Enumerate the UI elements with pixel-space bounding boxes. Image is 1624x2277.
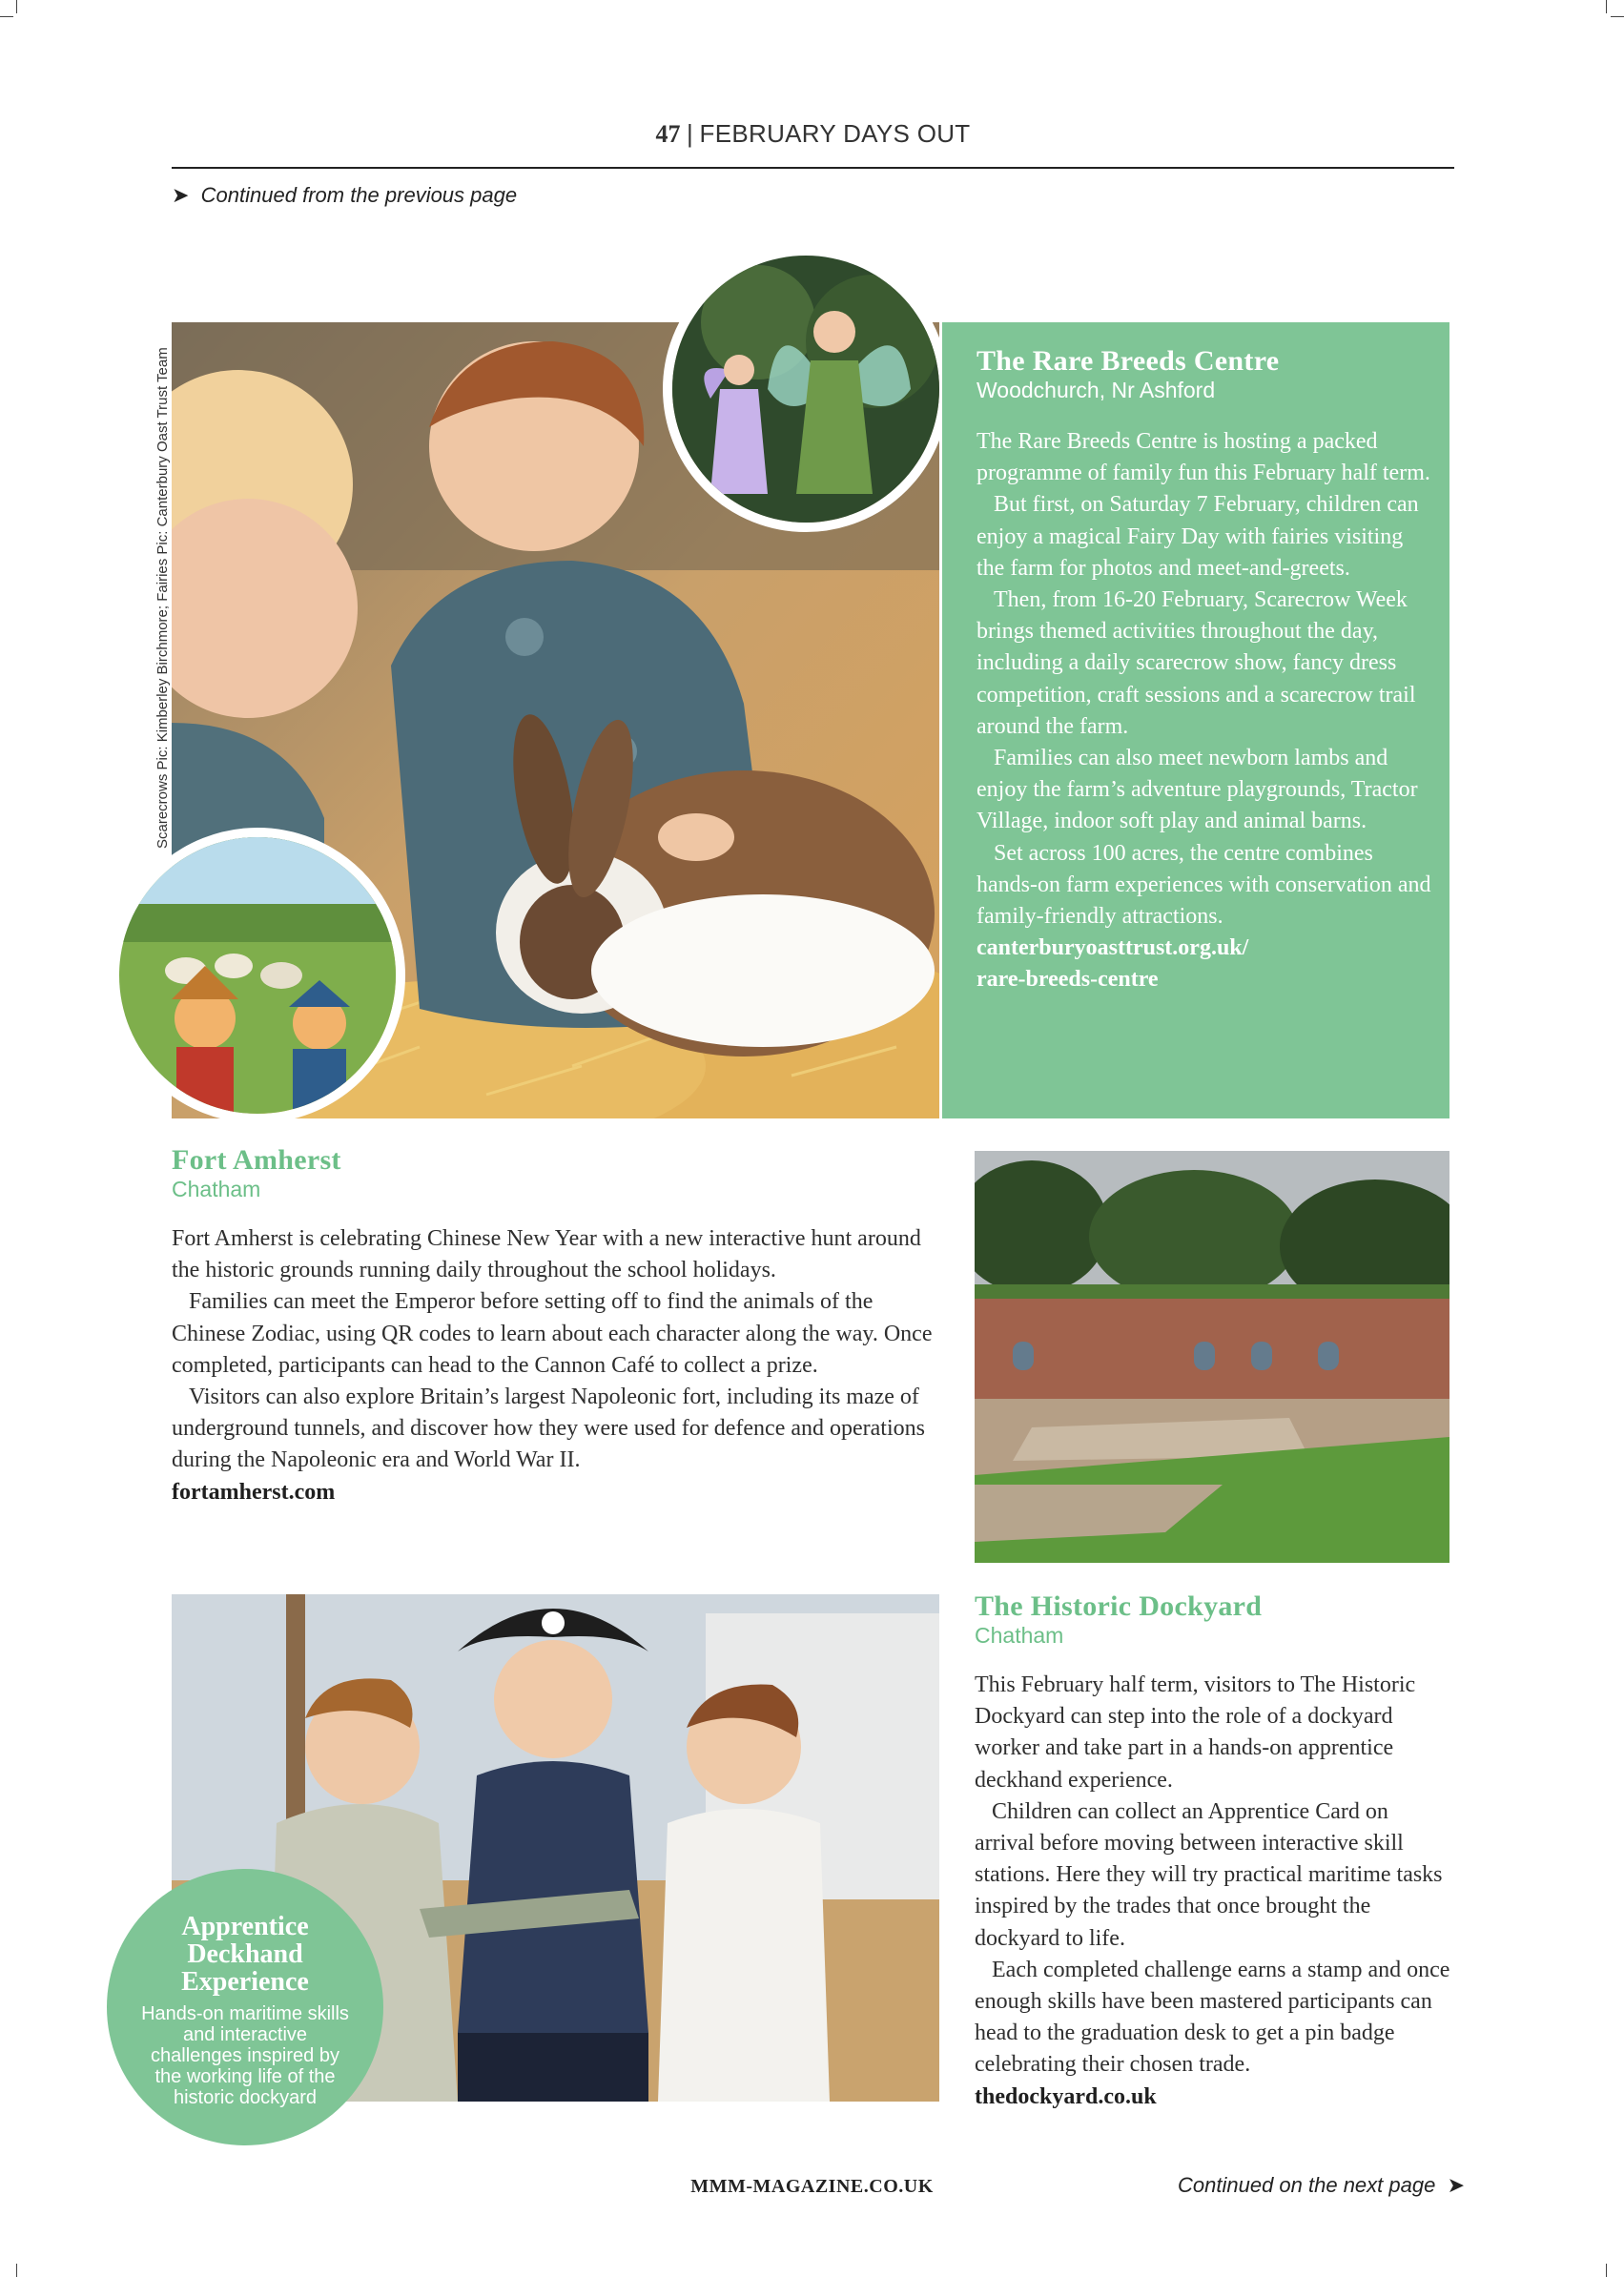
dockyard-location: Chatham bbox=[975, 1623, 1064, 1648]
footer-site[interactable]: MMM-MAGAZINE.CO.UK bbox=[690, 2176, 934, 2197]
page-number: 47 bbox=[655, 120, 681, 148]
fort-amherst-title: Fort Amherst bbox=[172, 1144, 341, 1176]
fairies-illustration bbox=[672, 256, 939, 523]
crop-mark-bottom-right bbox=[1606, 2264, 1607, 2277]
crop-mark-bottom-left bbox=[16, 2264, 17, 2277]
fort-illustration bbox=[975, 1151, 1449, 1563]
fort-photo bbox=[975, 1151, 1449, 1563]
fort-amherst-location: Chatham bbox=[172, 1177, 261, 1201]
rare-breeds-location: Woodchurch, Nr Ashford bbox=[976, 378, 1216, 402]
callout-body: Hands-on maritime skills and interactive challenges inspired by the working life of the historic dockyard bbox=[141, 2003, 349, 2108]
page-header bbox=[172, 119, 1454, 149]
crop-mark-top-right bbox=[1606, 0, 1607, 13]
header-separator: | bbox=[686, 119, 694, 148]
crop-mark-right-top bbox=[1611, 16, 1624, 17]
arrow-right-icon: ➤ bbox=[172, 183, 190, 207]
dockyard-body: This February half term, visitors to The Historic Dockyard can step into the role of a dockyard worker and take part in a hands-on apprentice deckhand experience. Children can collect an Apprentice Card on arrival before moving between interactive skill stations. Here they will try practical maritime tasks inspired by the trades that once brought the dockyard to life. Each completed challenge earns a stamp and once enough skills have been mastered participants can head to the graduation desk to get a pin badge celebrating their chosen trade. thedockyard.co.uk bbox=[975, 1670, 1451, 2113]
continued-on: Continued on the next page ➤ bbox=[1178, 2173, 1465, 2197]
rare-breeds-article bbox=[976, 345, 1434, 996]
callout-title: Apprentice Deckhand Experience bbox=[181, 1912, 309, 1997]
crop-mark-top-left bbox=[16, 0, 17, 13]
fairies-photo bbox=[663, 246, 949, 532]
continued-from: ➤ Continued from the previous page bbox=[172, 183, 518, 207]
rare-breeds-title: The Rare Breeds Centre bbox=[976, 345, 1280, 377]
dockyard-article bbox=[975, 1590, 1451, 2113]
fort-amherst-article bbox=[172, 1144, 935, 1508]
arrow-right-icon: ➤ bbox=[1447, 2173, 1465, 2197]
rare-breeds-body: The Rare Breeds Centre is hosting a packed programme of family fun this February half term. But first, on Saturday 7 February, children can enjoy a magical Fairy Day with fairies visiting the farm for photos and meet-and-greets. Then, from 16-20 February, Scarecrow Week brings themed activities throughout the day, including a daily scarecrow show, fancy dress competition, craft sessions and a scarecrow trail around the farm. Families can also meet newborn lambs and enjoy the farm’s adventure playgrounds, Tractor Village, indoor soft play and animal barns. Set across 100 acres, the centre combines hands-on farm experiences with conservation and family-friendly attractions. canterburyoasttrust.org.uk/ rare-breeds-centre bbox=[976, 426, 1434, 996]
scarecrows-illustration bbox=[119, 837, 396, 1114]
crop-mark-left-top bbox=[0, 16, 13, 17]
photo-credit: Scarecrows Pic: Kimberley Birchmore; Fairies Pic: Canterbury Oast Trust Team bbox=[154, 347, 171, 849]
rare-breeds-url[interactable]: canterburyoasttrust.org.uk/ rare-breeds-centre bbox=[976, 935, 1249, 993]
section-title: FEBRUARY DAYS OUT bbox=[699, 119, 971, 148]
scarecrows-photo bbox=[110, 828, 405, 1123]
header-rule bbox=[172, 167, 1454, 169]
dockyard-url[interactable]: thedockyard.co.uk bbox=[975, 2083, 1157, 2109]
fort-amherst-url[interactable]: fortamherst.com bbox=[172, 1479, 336, 1505]
fort-amherst-body: Fort Amherst is celebrating Chinese New Year with a new interactive hunt around the historic grounds running daily throughout the school holidays. Families can meet the Emperor before setting off to find the animals of the Chinese Zodiac, using QR codes to learn about each character along the way. Once completed, participants can head to the Cannon Café to collect a prize. Visitors can also explore Britain’s largest Napoleonic fort, including its maze of underground tunnels, and discover how they were used for defence and operations during the Napoleonic era and World War II. fortamherst.com bbox=[172, 1223, 935, 1508]
apprentice-callout bbox=[107, 1869, 383, 2145]
dockyard-title: The Historic Dockyard bbox=[975, 1590, 1263, 1622]
